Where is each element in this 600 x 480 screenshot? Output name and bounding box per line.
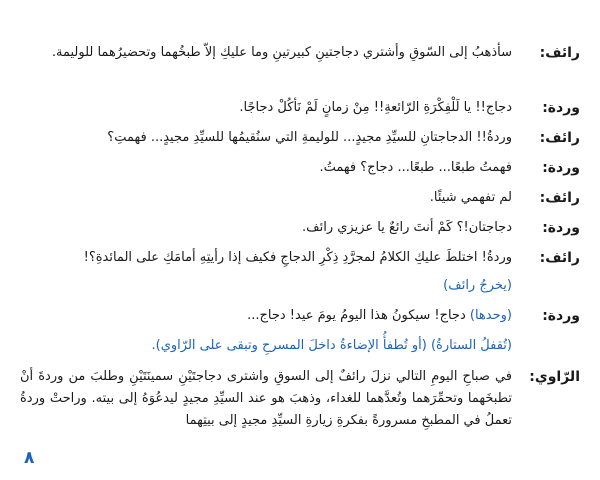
stage-direction-exit: (يخرجُ رائف) [443,278,512,293]
speech-text: فهمتُ طبعًا... طبعًا... دجاج؟ فهمتُ. [319,160,512,175]
speech-content: دجاج! سيكونُ هذا اليومُ يومَ عيد! دجاج... [247,308,466,323]
page-number: ٨ [24,448,35,468]
dialogue-line [20,187,580,209]
speech-text: دجاجتان!؟ كَمْ أنتَ رائعٌ يا عزيزي رائف. [302,220,512,235]
speech-text: سأذهبُ إلى السّوقِ وأشتري دجاجتينِ كبيرتينِ وما عليكِ إلاّ طبخُهما وتحضيرُهما للوليمة. [51,45,512,60]
speech-text: دجاج!! يا لَلْفِكْرَةِ الرّائعةِ!! مِنْ زمانٍ لَمْ نَأكُلْ دجاجًا. [239,100,512,115]
speaker-name: وردة: [542,100,580,116]
stage-direction-alone: (وحدها) [469,308,512,323]
speech-text: وردةُ! اختلطَ عليكِ الكلامُ لمجرَّدِ ذِكْرِ الدجاجِ فكيف إذا رأيتِهِ أمامَكِ على المائدةِ؟! [83,250,512,265]
speaker-name: رائف: [539,190,580,206]
dialogue-line [20,305,580,327]
speaker-name: وردة: [542,308,580,324]
dialogue-line [20,42,580,64]
speaker-name: رائف: [539,130,580,146]
dialogue-line [20,157,580,179]
speech-text [20,305,512,327]
dialogue-line [20,217,580,239]
narration-text: في صباحِ اليومِ التالي نزلَ رائفٌ إلى السوقِ واشترى دجاجتَيْنِ سمينَتَيْنِ وطلبَ من وردةَ أنْ تطبخَهما وتحمِّرَهما وتُعدَّهما للغداء، وذهبَ هو عند السيِّدِ مجيدٍ ليدعُوَهُ إلى بيته. وراحتْ وردةُ تعملُ في المطبخِ مسرورةً بفكرةِ زيارةِ السيِّدِ مجيدٍ إلى بيتِهما [20,369,512,428]
speech-text: وردةُ!! الدجاجتانِ للسيِّدِ مجيدٍ... للوليمةِ التي سنُقيمُها للسيِّدِ مجيدٍ... فهمتِ؟ [107,130,512,145]
stage-direction-curtain: (تُقفلُ الستارةُ) (أو تُطفأُ الإضاءةُ داخلَ المسرحِ وتبقى على الرّاوي). [151,338,512,353]
dialogue-line [20,97,580,119]
speaker-name: وردة: [542,220,580,236]
speaker-name: وردة: [542,160,580,176]
dialogue-line [20,247,580,269]
speaker-name: رائف: [539,250,580,266]
narrator-block [20,366,580,432]
speaker-name: رائف: [539,45,580,61]
speech-text: لم تفهمي شيئًا. [429,190,512,205]
dialogue-line [20,127,580,149]
speaker-name: الرّاوي: [529,369,580,385]
